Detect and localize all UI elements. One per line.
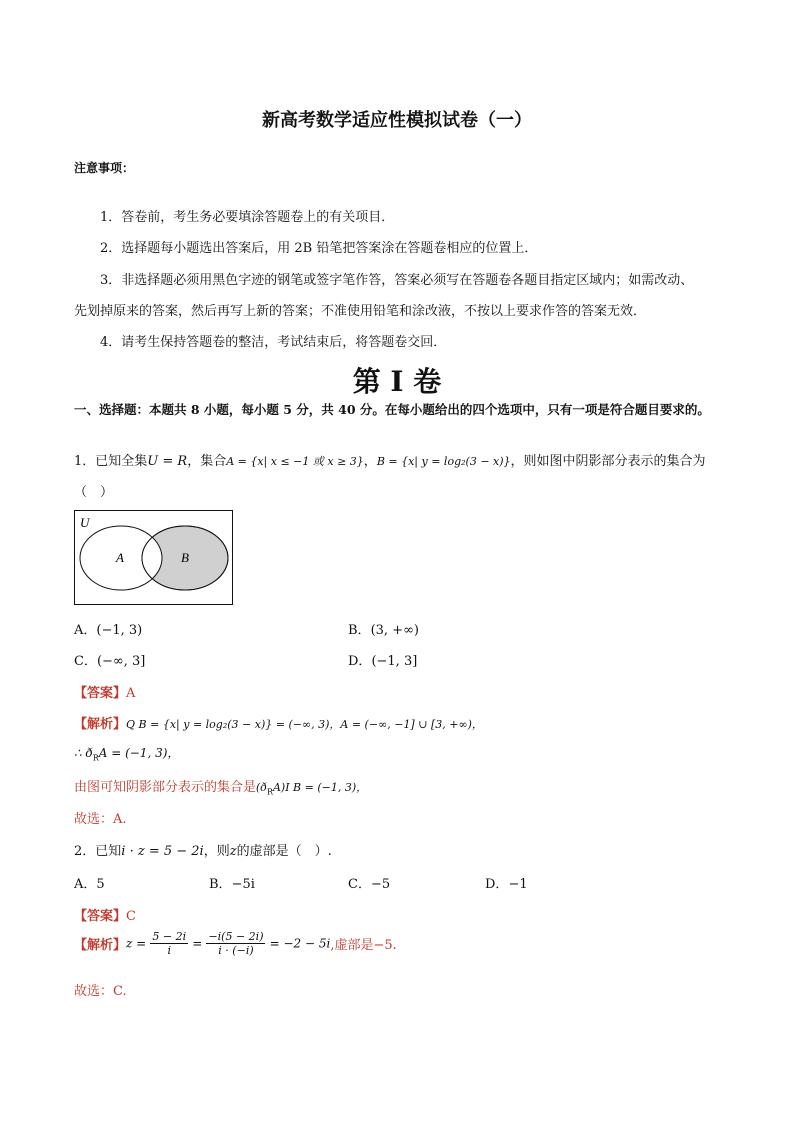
venn-label-b: B — [181, 550, 189, 565]
q1-option-d[interactable] — [348, 650, 417, 669]
q1-stem — [74, 450, 706, 469]
q1-stem-mid: ，集合 — [187, 454, 227, 469]
q1-option-b-value: (3, +∞) — [370, 623, 419, 638]
q1-analysis-line2 — [74, 744, 179, 762]
notice-item-1: 1．答卷前，考生务必要填涂答题卷上的有关项目． — [100, 210, 395, 225]
venn-label-u: U — [80, 515, 90, 530]
q2-frac1-den: i — [167, 944, 171, 957]
q2-stem-mid: ，则 — [203, 844, 230, 859]
q1-answer — [74, 682, 135, 701]
q1-answer-value: A — [126, 686, 136, 701]
notice-item-4: 4．请考生保持答题卷的整洁，考试结束后，将答题卷交回． — [100, 335, 447, 350]
q2-option-a-letter: A． — [74, 877, 97, 892]
q2-option-d-value: −1 — [508, 877, 528, 892]
notice-heading: 注意事项： — [74, 161, 135, 175]
q1-analysis-line3 — [74, 776, 367, 797]
q1-analysis-text-1: Q B = {x| y = log₂(3 − x)} = (−∞, 3)，A = (−∞, −1] ∪ [3, +∞)， — [126, 718, 483, 731]
q1-analysis-text-3: 由图可知阴影部分表示的集合是 — [74, 780, 257, 795]
notice-item-2: 2．选择题每小题选出答案后，用 2B 铅笔把答案涂在答题卷相应的位置上． — [100, 241, 538, 256]
q2-answer-value: C — [126, 909, 136, 924]
q1-option-a[interactable] — [74, 619, 142, 638]
q1-option-d-letter: D． — [348, 654, 372, 669]
q1-option-a-letter: A． — [74, 623, 97, 638]
q1-analysis-tag: 【解析】 — [74, 717, 127, 732]
q2-result-tail: ,虚部是−5. — [330, 938, 397, 953]
q1-option-b[interactable] — [348, 619, 419, 638]
q1-paren: （ ） — [74, 485, 114, 500]
q2-conclusion: 故选：C. — [74, 984, 127, 999]
q2-option-c[interactable] — [348, 873, 390, 892]
q2-option-a-value: 5 — [96, 877, 105, 892]
q2-option-d[interactable] — [485, 873, 528, 892]
venn-diagram — [74, 510, 233, 605]
q2-fraction-2 — [206, 930, 265, 957]
q1-option-d-value: (−1, 3] — [371, 654, 418, 669]
q1-analysis-text-2sub: R — [92, 753, 99, 763]
q1-analysis-math-3b: A)I B = (−1, 3)， — [272, 781, 368, 794]
q2-frac2-den: i · (−i) — [218, 944, 254, 957]
q1-conclusion: 故选：A. — [74, 812, 127, 827]
q2-eq: = — [192, 936, 203, 951]
q1-analysis-math-3a: (ð — [256, 781, 267, 794]
q2-option-b[interactable] — [209, 873, 255, 892]
q2-analysis — [74, 930, 397, 957]
q2-stem-var: z — [229, 844, 237, 859]
q2-answer-tag: 【答案】 — [74, 909, 127, 924]
q1-option-c[interactable] — [74, 650, 145, 669]
q2-option-c-value: −5 — [370, 877, 391, 892]
q2-stem-suffix: 的虚部是（ ）. — [236, 844, 332, 859]
q2-stem — [74, 840, 332, 859]
q1-analysis-text-2a: ∴ ð — [74, 746, 93, 760]
q2-z-eq: z = — [126, 936, 147, 951]
q1-sep: ， — [363, 454, 377, 469]
q2-analysis-tag: 【解析】 — [74, 938, 127, 953]
q2-answer — [74, 905, 136, 924]
q2-stem-prefix: 2．已知 — [74, 844, 122, 859]
q2-frac1-num: 5 − 2i — [152, 930, 187, 943]
q1-answer-tag: 【答案】 — [74, 686, 127, 701]
q1-set-a: A = {x| x ≤ −1 或 x ≥ 3} — [226, 455, 364, 468]
q2-fraction-1 — [150, 930, 188, 957]
notice-item-3: 3．非选择题必须用黑色字迹的钢笔或签字笔作答，答案必须写在答题卷各题目指定区域内；如需改动、 — [100, 273, 694, 288]
q1-option-b-letter: B． — [348, 623, 371, 638]
q1-analysis-text-2b: A = (−1, 3)， — [98, 746, 180, 760]
q2-option-a[interactable] — [74, 873, 105, 892]
venn-label-a: A — [116, 550, 124, 565]
q2-option-d-letter: D． — [485, 877, 509, 892]
q1-universe: U = R — [147, 454, 188, 469]
q2-result: = −2 − 5i — [269, 936, 331, 951]
q1-stem-prefix: 1．已知全集 — [74, 454, 148, 469]
q1-option-c-value: (−∞, 3] — [96, 654, 146, 669]
q2-option-b-value: −5i — [231, 877, 255, 892]
q1-option-c-letter: C． — [74, 654, 97, 669]
q1-option-a-value: (−1, 3) — [96, 623, 143, 638]
q2-stem-math: i · z = 5 − 2i — [121, 844, 204, 859]
q2-option-c-letter: C． — [348, 877, 371, 892]
q1-stem-suffix: ，则如图中阴影部分表示的集合为 — [510, 454, 706, 469]
notice-item-3-cont: 先划掉原来的答案，然后再写上新的答案；不准使用铅笔和涂改液，不按以上要求作答的答案无效． — [74, 304, 647, 319]
q2-option-b-letter: B． — [209, 877, 232, 892]
q2-frac2-num: −i(5 − 2i) — [208, 930, 264, 943]
paper-title: 新高考数学适应性模拟试卷（一） — [262, 110, 532, 131]
q1-set-b: B = {x| y = log₂(3 − x)} — [376, 455, 511, 468]
q1-analysis-line1 — [74, 713, 483, 732]
q1-analysis-math-3sub: R — [266, 787, 273, 797]
part-heading: 一、选择题：本题共 8 小题，每小题 5 分，共 40 分。在每小题给出的四个选项中，只有一项是符合题目要求的。 — [74, 402, 710, 417]
section-title: 第 I 卷 — [352, 365, 442, 398]
